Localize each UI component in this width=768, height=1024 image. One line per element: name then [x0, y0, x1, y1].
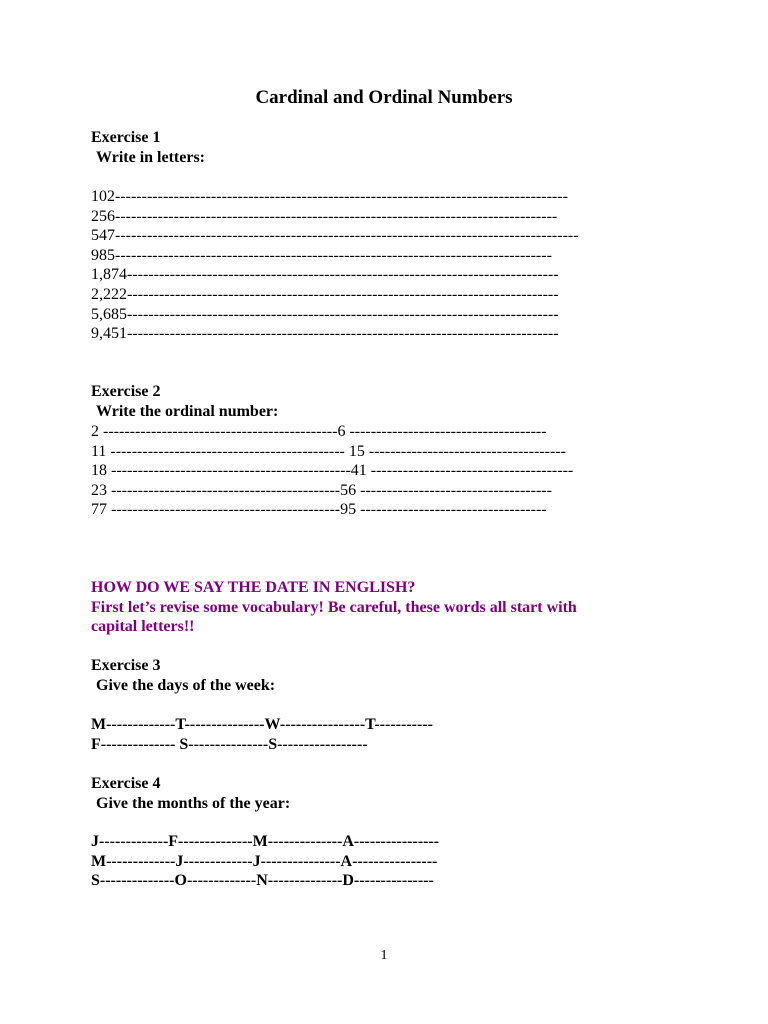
exercise-2-list — [91, 422, 708, 520]
exercise-3-instruction: Give the days of the week: — [96, 676, 276, 694]
exercise-3-header — [91, 656, 708, 695]
exercise-1-line: 256----------------------------------------------------------------------------------- — [91, 207, 558, 225]
exercise-4-line: S--------------O-------------N--------------D--------------- — [91, 872, 434, 890]
exercise-2-heading: Exercise 2 — [91, 383, 161, 400]
exercise-2-instruction: Write the ordinal number: — [96, 402, 279, 420]
exercise-1-line: 1,874--------------------------------------------------------------------------------- — [91, 266, 559, 284]
date-section-heading: HOW DO WE SAY THE DATE IN ENGLISH? — [91, 579, 416, 596]
date-section-intro: capital letters!! — [91, 618, 195, 636]
exercise-4-list — [91, 832, 708, 891]
exercise-3-list — [91, 715, 708, 754]
exercise-2-line: 11 -------------------------------------------- 15 ------------------------------------- — [91, 442, 566, 460]
exercise-2-line: 18 ---------------------------------------------41 -------------------------------------- — [91, 462, 574, 480]
exercise-3-heading: Exercise 3 — [91, 657, 161, 674]
exercise-2-header — [91, 382, 708, 421]
page-number: 1 — [380, 948, 388, 963]
exercise-3-line: M-------------T---------------W----------------T----------- — [91, 716, 433, 733]
exercise-4-line: M-------------J-------------J---------------A---------------- — [91, 852, 438, 870]
exercise-1-header — [91, 128, 708, 167]
exercise-1-line: 985---------------------------------------------------------------------------------- — [91, 246, 552, 264]
exercise-4-instruction: Give the months of the year: — [96, 794, 291, 812]
exercise-3-line: F-------------- S---------------S----------------- — [91, 735, 368, 753]
exercise-2-line: 77 -------------------------------------------95 ----------------------------------- — [91, 501, 547, 519]
exercise-1-line: 547--------------------------------------------------------------------------------------- — [91, 227, 579, 245]
exercise-4-header — [91, 774, 708, 813]
exercise-4-heading: Exercise 4 — [91, 775, 161, 792]
exercise-1-line: 102------------------------------------------------------------------------------------- — [91, 188, 568, 205]
exercise-1-heading: Exercise 1 — [91, 129, 161, 146]
date-section — [91, 578, 708, 637]
exercise-4-line: J-------------F--------------M--------------A---------------- — [91, 833, 440, 850]
exercise-1-instruction: Write in letters: — [96, 148, 205, 166]
page-title: Cardinal and Ordinal Numbers — [255, 87, 513, 108]
date-section-intro: First let’s revise some vocabulary! Be careful, these words all start with — [91, 598, 577, 616]
exercise-1-line: 5,685--------------------------------------------------------------------------------- — [91, 305, 559, 323]
exercise-1-line: 9,451--------------------------------------------------------------------------------- — [91, 325, 559, 343]
exercise-2-line: 23 -------------------------------------------56 ------------------------------------ — [91, 481, 552, 499]
exercise-1-line: 2,222--------------------------------------------------------------------------------- — [91, 285, 559, 303]
exercise-2-line: 2 --------------------------------------------6 ------------------------------------- — [91, 423, 547, 440]
exercise-1-list — [91, 187, 708, 344]
